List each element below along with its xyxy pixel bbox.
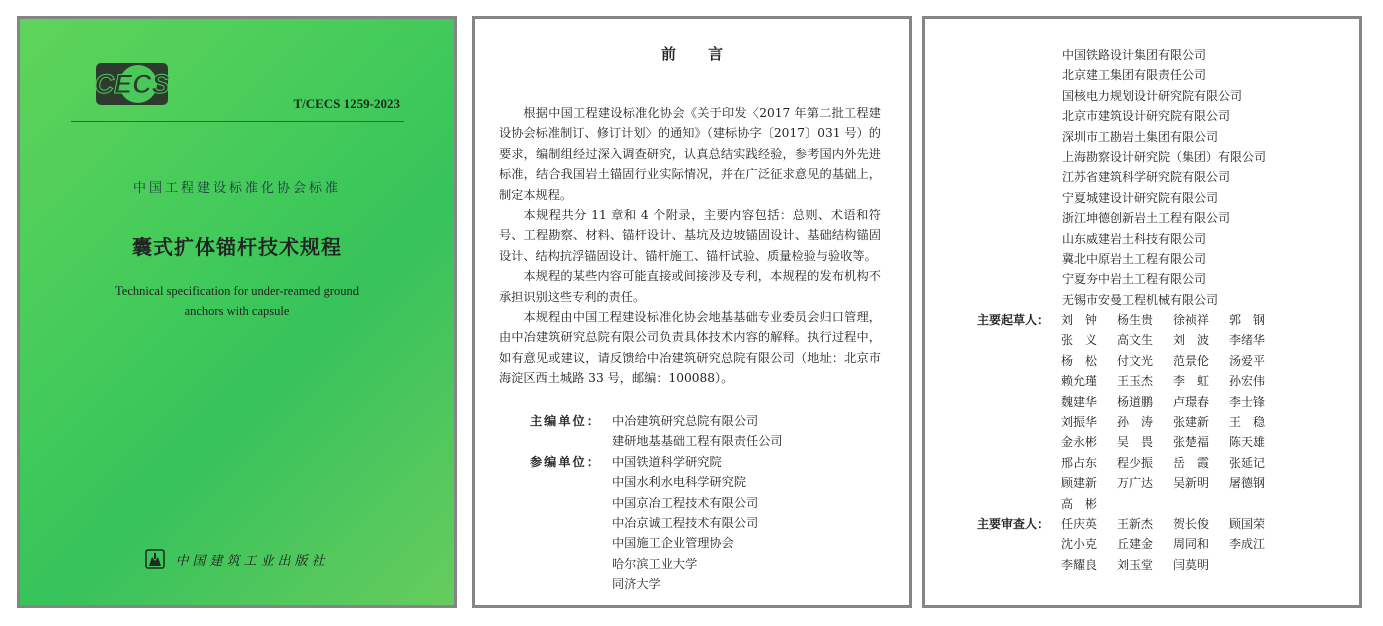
english-title-line2: anchors with capsule <box>184 304 290 318</box>
unit-item: 浙江坤德创新岩土工程有限公司 <box>1062 211 1231 226</box>
person-name: 王 稳 <box>1229 415 1266 430</box>
drafters-block <box>977 310 1285 514</box>
person-name: 李 虹 <box>1173 374 1210 389</box>
person-name: 邢占东 <box>1061 455 1098 470</box>
unit-item: 中国铁道科学研究院 <box>612 454 722 469</box>
person-name: 王新杰 <box>1117 517 1154 531</box>
credits-page <box>922 16 1362 608</box>
person-name: 高文生 <box>1117 333 1154 348</box>
reviewers-label: 主要审查人： <box>977 517 1050 531</box>
unit-item: 北京市建筑设计研究院有限公司 <box>1062 109 1231 124</box>
person-name: 刘玉堂 <box>1117 557 1154 572</box>
person-name: 金永彬 <box>1061 435 1098 450</box>
standard-code: T/CECS 1259-2023 <box>293 96 400 111</box>
person-name: 张 义 <box>1061 333 1098 348</box>
person-name: 李士锋 <box>1229 394 1266 409</box>
unit-item: 宁夏夯中岩土工程有限公司 <box>1062 272 1207 287</box>
person-name: 贺长俊 <box>1173 517 1210 531</box>
unit-item: 国核电力规划设计研究院有限公司 <box>1062 88 1243 103</box>
editing-units <box>530 411 783 595</box>
person-name: 杨道鹏 <box>1117 394 1154 409</box>
unit-item: 山东威建岩土科技有限公司 <box>1062 231 1207 246</box>
preface-title: 前言 <box>660 45 755 63</box>
reviewers-list <box>1061 514 1285 575</box>
chief-units-label: 主编单位： <box>530 414 601 428</box>
person-name: 郭 钢 <box>1229 313 1266 327</box>
unit-item: 中国京冶工程技术有限公司 <box>612 495 759 510</box>
preface-paragraph: 本规程共分 11 章和 4 个附录，主要内容包括：总则、术语和符号、工程勘察、材料、锚杆设计、基坑及边坡锚固设计、基础结构锚固设计、结构抗浮锚固设计、锚杆施工、锚杆试验、质量检验与验收等。 <box>499 208 881 263</box>
person-name: 丘建金 <box>1117 537 1154 552</box>
person-name: 程少振 <box>1117 455 1154 470</box>
person-name: 任庆英 <box>1061 517 1098 531</box>
person-name: 张楚福 <box>1173 435 1210 450</box>
person-name: 万广达 <box>1117 476 1154 491</box>
person-name: 吴新明 <box>1173 476 1210 491</box>
unit-item: 无锡市安曼工程机械有限公司 <box>1062 292 1219 307</box>
person-name: 李绪华 <box>1229 333 1266 348</box>
person-name: 顾国荣 <box>1229 517 1266 531</box>
unit-item: 同济大学 <box>612 577 661 592</box>
person-name: 杨 松 <box>1061 353 1098 368</box>
person-name: 杨生贵 <box>1117 313 1154 327</box>
association-name: 中国工程建设标准化协会标准 <box>132 181 341 196</box>
preface-paragraph: 本规程由中国工程建设标准化协会地基基础专业委员会归口管理，由中冶建筑研究总院有限公司负责具体技术内容的解释。执行过程中，如有意见或建议，请反馈给中冶建筑研究总院有限公司（地址：北京市海淀区西土城路 33 号，邮编：100088）。 <box>499 310 881 386</box>
person-name: 陈天雄 <box>1229 435 1266 450</box>
publisher <box>20 549 454 569</box>
person-name: 徐祯祥 <box>1173 313 1210 327</box>
person-name: 张延记 <box>1229 455 1266 470</box>
book-cover <box>17 16 457 608</box>
chief-units-list <box>612 411 783 452</box>
preface-page <box>472 16 912 608</box>
person-name: 范景伦 <box>1173 353 1210 368</box>
unit-item: 中国铁路设计集团有限公司 <box>1062 48 1207 62</box>
unit-item: 宁夏城建设计研究院有限公司 <box>1062 190 1219 205</box>
unit-item: 建研地基基础工程有限责任公司 <box>612 434 783 449</box>
participating-units-label: 参编单位： <box>530 454 601 469</box>
person-name: 沈小克 <box>1061 537 1098 552</box>
unit-item: 深圳市工勘岩土集团有限公司 <box>1062 129 1219 144</box>
unit-item: 冀北中原岩土工程有限公司 <box>1062 252 1207 267</box>
participating-units-row <box>530 452 783 595</box>
unit-item: 哈尔滨工业大学 <box>612 556 698 571</box>
divider <box>71 121 404 122</box>
book-title: 囊式扩体锚杆技术规程 <box>132 235 342 259</box>
preface-paragraph: 根据中国工程建设标准化协会《关于印发〈2017 年第二批工程建设协会标准制订、修订计划〉的通知》（建标协字〔2017〕031 号）的要求，编制组经过深入调查研究，认真总结实践经验，参考国内外先进标准，结合我国岩土锚固行业实际情况，并在广泛征求意见的基础上，制定本规程。 <box>499 106 881 202</box>
participating-units-continued <box>1062 45 1266 310</box>
publisher-logo-icon <box>145 549 165 569</box>
person-name: 孙 涛 <box>1117 415 1154 430</box>
person-name: 刘 钟 <box>1061 313 1098 327</box>
unit-item: 中冶京诚工程技术有限公司 <box>612 516 759 531</box>
person-name: 汤爱平 <box>1229 353 1266 368</box>
cecs-logo-icon <box>88 61 176 107</box>
unit-item: 上海勘察设计研究院（集团）有限公司 <box>1062 150 1267 165</box>
drafters-list <box>1061 310 1285 514</box>
person-name: 孙宏伟 <box>1229 374 1266 389</box>
unit-item: 江苏省建筑科学研究院有限公司 <box>1062 170 1231 185</box>
person-name: 周同和 <box>1173 537 1210 552</box>
drafters-label: 主要起草人： <box>977 313 1050 327</box>
person-name: 屠德钢 <box>1229 476 1266 491</box>
person-name: 刘 波 <box>1173 333 1210 348</box>
person-name: 李成江 <box>1229 537 1266 552</box>
reviewers-block <box>977 514 1285 575</box>
person-name: 李耀良 <box>1061 557 1098 572</box>
person-name: 付文光 <box>1117 353 1154 368</box>
person-name: 吴 畏 <box>1117 435 1154 450</box>
unit-item: 北京建工集团有限责任公司 <box>1062 68 1207 83</box>
chief-units-row <box>530 411 783 452</box>
person-name: 高 彬 <box>1061 496 1098 511</box>
person-name: 顾建新 <box>1061 476 1098 491</box>
unit-item: 中冶建筑研究总院有限公司 <box>612 414 759 428</box>
unit-item: 中国施工企业管理协会 <box>612 536 734 551</box>
english-title <box>20 281 454 321</box>
preface-paragraph: 本规程的某些内容可能直接或间接涉及专利，本规程的发布机构不承担识别这些专利的责任。 <box>499 269 881 304</box>
unit-item: 中国水利水电科学研究院 <box>612 475 747 490</box>
person-name: 刘振华 <box>1061 415 1098 430</box>
person-name: 卢璟春 <box>1173 394 1210 409</box>
person-name: 王玉杰 <box>1117 374 1154 389</box>
person-name: 魏建华 <box>1061 394 1098 409</box>
svg-text:CECS: CECS <box>94 69 170 99</box>
person-name: 闫莫明 <box>1173 557 1210 572</box>
preface-body <box>499 103 881 389</box>
person-name: 张建新 <box>1173 415 1210 430</box>
english-title-line1: Technical specification for under-reamed ground <box>115 284 359 298</box>
participating-units-list <box>612 452 758 595</box>
person-name: 岳 霞 <box>1173 455 1210 470</box>
person-name: 赖允瑾 <box>1061 374 1098 389</box>
publisher-name: 中国建筑工业出版社 <box>175 553 329 569</box>
